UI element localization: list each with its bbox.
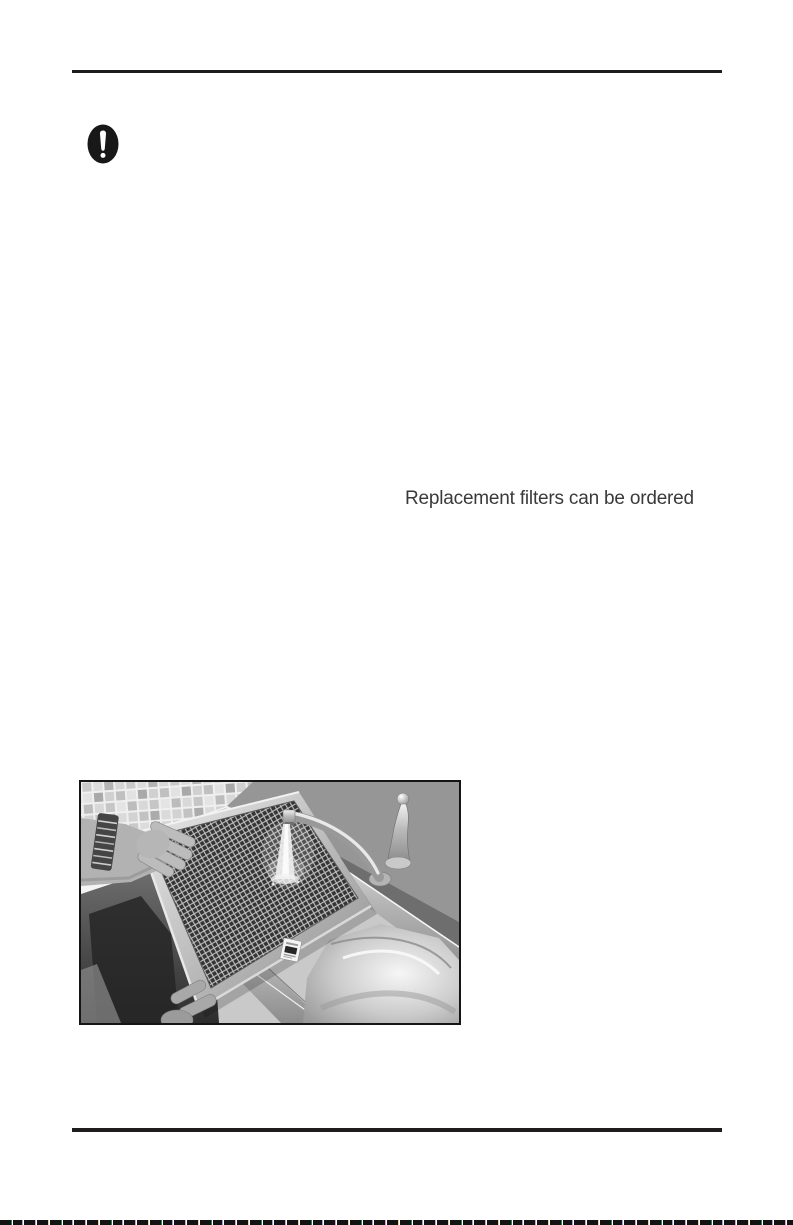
mandatory-exclamation-icon — [87, 124, 119, 164]
top-rule — [72, 70, 722, 73]
bottom-rule — [72, 1128, 722, 1132]
filter-label — [280, 938, 302, 962]
body-text-fragment: Replacement filters can be ordered — [405, 488, 694, 509]
filter-rinsing-photo — [79, 780, 461, 1025]
perforation-edge — [0, 1220, 793, 1225]
